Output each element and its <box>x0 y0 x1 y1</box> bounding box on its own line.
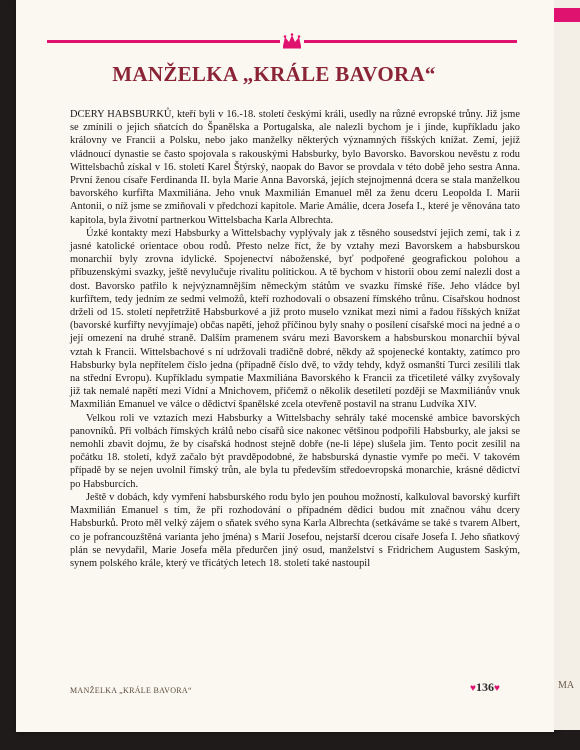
running-title: MANŽELKA „KRÁLE BAVORA“ <box>70 686 192 695</box>
page-number-block <box>470 680 500 695</box>
chapter-title: MANŽELKA „KRÁLE BAVORA“ <box>112 62 436 86</box>
paragraph: Úzké kontakty mezi Habsburky a Wittelsbachy vyplývaly jak z těsného sousedství jejich zemí, tak i z jasné katolické orientace obou rodů. Přesto nelze říct, že by vztahy mezi Bavorskem a habsburskou monarchií byly zrovna idylické. Spojenectví náboženské, byť podpořené geografickou polohou a příbuzenskými svazky, ještě nevylučuje rivalitu politickou. A tě bychom v historii obou zemí nalezli dost a dost. Bavorsko patřilo k nejvýznamnějším německým státům ve svazku římské říše. Jeho vládce byl kurfiřtem, tedy jedním ze sedmi velmožů, kteří rozhodovali o obsazení římského trůnu. Císařskou hodnost drželi od 15. století nepřetržitě Habsburkové a již proto muselo vznikat mezi nimi a řadou říšských knížat (bavorské kurfiřty nevyjímaje) občas napětí, jehož příčinou byly snahy o posílení císařské moci na jedné a o její omezení na druhé straně. Dalším pramenem sváru mezi Bavorskem a habsburskou monarchií býval vztah k Francii. Wittelsbachové s ní udržovali tradičně dobré, někdy až spojenecké kontakty, zatímco pro Habsburky byla nepřítelem číslo jedna (případně číslo dvě, to vždy tehdy, když osmanští Turci zesílili tlak na střední Evropu). Kupříkladu sympatie Maxmiliána Bavorského k Francii za třicetileté války zvyšovaly již tak nemalé napětí mezi Vídní a Mnichovem, přičemž o několik desetiletí později se Maxmiliánův vnuk Maxmilián Emanuel ve válce o dědictví španělské zcela otevřeně postavil na stranu Ludvíka XIV. <box>70 227 520 411</box>
crown-icon <box>280 32 304 50</box>
heart-icon: ♥ <box>470 683 476 694</box>
paragraph: DCERY HABSBURKŮ, kteří byli v 16.-18. století českými králi, usedly na různé evropské trůny. Již jsme se zmínili o jejich sňatcích do Španělska a Portugalska, ale nalezli bychom je i jinde, kupříkladu jako královny ve Francii a Polsku, nebo jako manželky některých významných říšských knížat. Zemí, jejíž vládnoucí dynastie se často spojovala s rakouskými Habsburky, bylo Bavorsko. Bavorskou nevěstu z rodu Wittelsbachů získal v 16. století Karel Štýrský, naopak do Bavor se provdala v této době jeho sestra Anna. První ženou císaře Ferdinanda II. byla Marie Anna Bavorská, jejích stejnojmenná dcera se stala manželkou bavorského kurfiřta Maxmiliána. Jeho vnuk Maxmilián Emanuel měl za ženu dceru Leopolda I. Marii Antonii, o níž jsme se zmiňovali v předchozí kapitole. Marie Amálie, dcera Josefa I., které je věnována tato kapitola, byla životní partnerkou Wittelsbacha Karla Albrechta. <box>70 109 520 226</box>
next-page-edge <box>554 0 580 730</box>
next-page-accent-band <box>554 8 580 22</box>
paragraph: Velkou roli ve vztazích mezi Habsburky a Wittelsbachy sehrály také mocenské ambice bavorských panovníků. Při volbách římských králů nebo císařů sice nakonec většinou podpořili Habsburky, ale jaksi se nemohli zbavit dojmu, že by císařská hodnost stejně dobře (ne-li lépe) slušela jim. Tento pocit zesílil na počátku 18. století, když začalo být pravděpodobné, že habsburská dynastie vymře po meči. V takovém případě by se nejen uvolnil římský trůn, ale byla tu především středoevropská monarchie, krásné dědictví po Habsburcích. <box>70 412 520 490</box>
paragraph: Ještě v dobách, kdy vymření habsburského rodu bylo jen pouhou možností, kalkuloval bavorský kurfiřt Maxmilián Emanuel s tím, že při rozhodování o případném dědici budou mít značnou váhu dcery Habsburků. Proto měl velký zájem o sňatek svého syna Karla Albrechta (setkáváme se také s tvarem Albert, co je pofrancouzštěná varianta jeho jména) s Marií Josefou, nejstarší dcerou císaře Josefa I. Jeho sňatkový plán se nevydařil, Marie Josefa měla předurčen jiný osud, manželství s Fridrichem Augustem Saským, synem polského krále, který ve třicátých letech 18. století také nastoupil <box>70 491 520 569</box>
next-page-fragment: MA <box>558 680 575 691</box>
body-text <box>70 108 520 570</box>
page-number: 136 <box>475 680 494 694</box>
heart-icon: ♥ <box>493 683 500 694</box>
